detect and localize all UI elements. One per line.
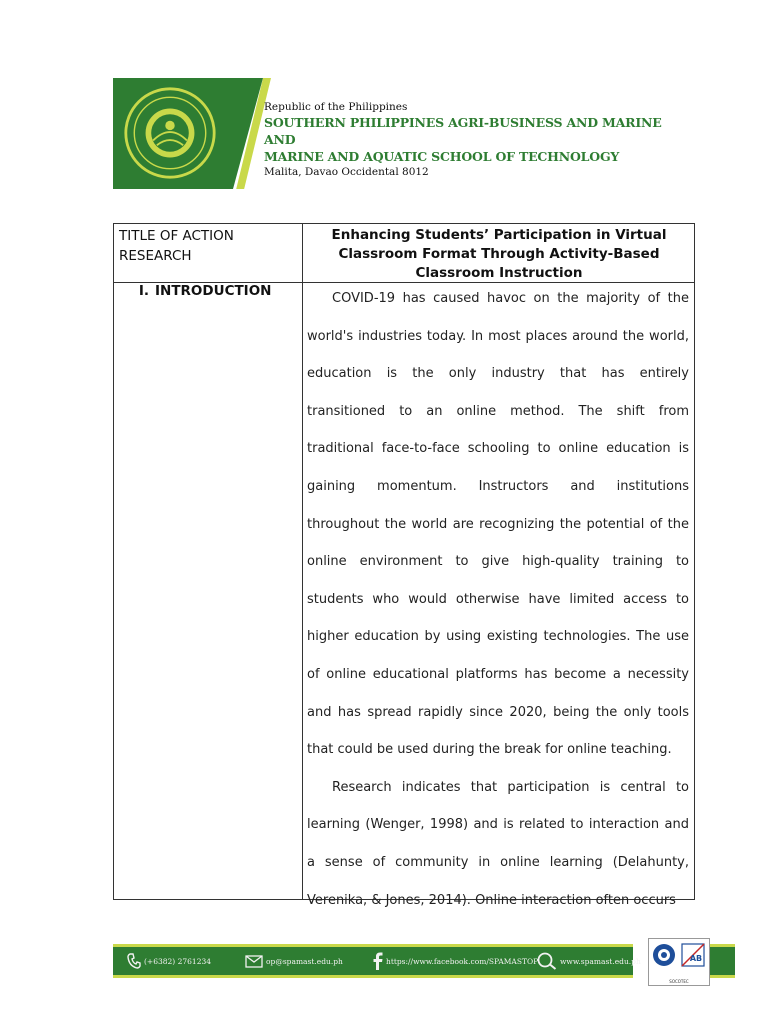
section-number: I. <box>138 283 149 299</box>
letterhead <box>113 78 673 190</box>
cert-label: SOCOTEC <box>669 979 689 984</box>
email-text[interactable]: op@spamast.edu.ph <box>266 956 343 966</box>
phone-text: (+6382) 2761234 <box>144 956 212 966</box>
certification-badge-icon <box>648 938 710 986</box>
footer-facebook <box>373 951 538 971</box>
footer-email <box>245 951 343 971</box>
section-title: INTRODUCTION <box>155 283 272 299</box>
school-name-line1: SOUTHERN PHILIPPINES AGRI-BUSINESS AND MARINE AND <box>264 115 662 147</box>
research-title: Enhancing Students’ Participation in Virtual Classroom Format Through Activity-Based Classroom Instruction <box>331 227 667 281</box>
letterhead-text <box>264 100 674 179</box>
search-icon <box>537 952 557 970</box>
school-name-line2: MARINE AND AQUATIC SCHOOL OF TECHNOLOGY <box>264 149 620 164</box>
cert-badge-text: AB <box>689 954 703 963</box>
paragraph: Research indicates that participation is central to learning (Wenger, 1998) and is related to interaction and a sense of community in online learning (Delahunty, Verenika, & Jones, 2014). Online interaction often occurs <box>307 779 689 908</box>
title-label: TITLE OF ACTION RESEARCH <box>119 228 234 264</box>
section-heading <box>119 281 299 301</box>
footer <box>113 938 735 988</box>
footer-band-end <box>708 944 735 978</box>
certification-marks <box>649 939 709 975</box>
email-icon <box>245 955 263 968</box>
action-research-table <box>113 223 695 908</box>
facebook-icon <box>373 952 383 970</box>
footer-website <box>537 951 641 971</box>
website-text[interactable]: www.spamast.edu.ph <box>560 956 641 966</box>
school-seal-icon <box>123 86 217 180</box>
column-divider <box>302 224 303 899</box>
facebook-text[interactable]: https://www.facebook.com/SPAMASTOP <box>386 956 539 966</box>
footer-phone <box>127 951 211 971</box>
republic-label: Republic of the Philippines <box>264 101 408 113</box>
school-address: Malita, Davao Occidental 8012 <box>264 166 429 178</box>
phone-icon <box>127 953 141 969</box>
introduction-body <box>307 280 689 919</box>
paragraph: COVID-19 has caused havoc on the majority of the world's industries today. In most places around the world, education is the only industry that has entirely transitioned to an online method. The shift from traditional face-to-face schooling to online education is gaining momentum. Instructors and institutions throughout the world are recognizing the potential of the online environment to give high-quality training to students who would otherwise have limited access to higher education by using existing technologies. The use of online educational platforms has become a necessity and has spread rapidly since 2020, being the only tools that could be used during the break for online teaching. <box>307 291 689 758</box>
